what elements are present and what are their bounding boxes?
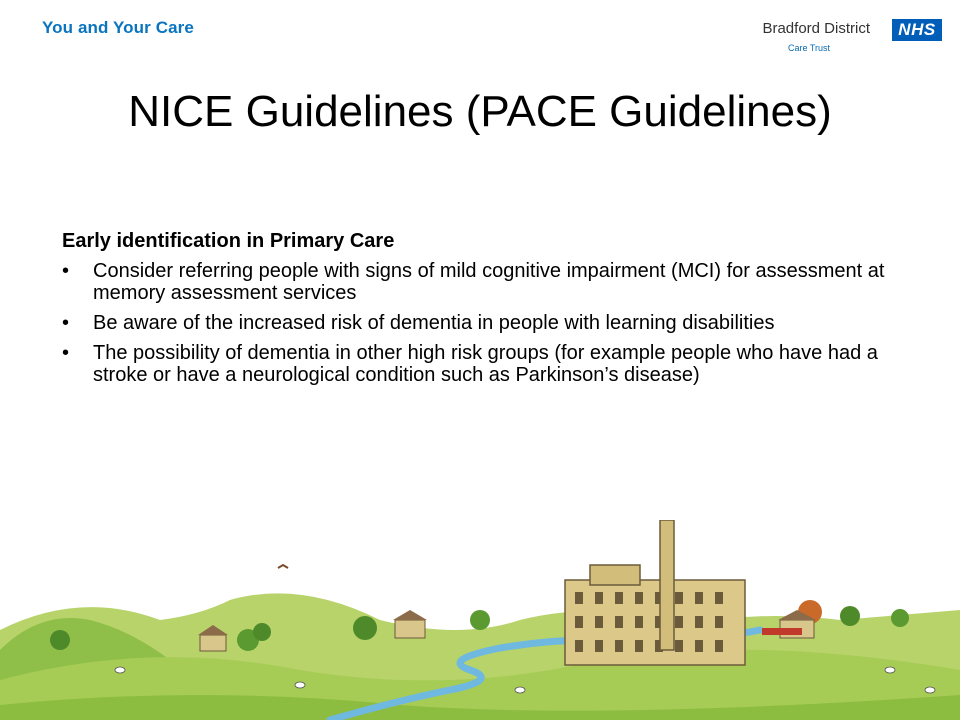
list-item: [62, 260, 912, 304]
bullet-text: The possibility of dementia in other high risk groups (for example people who have had a stroke or have a neurological condition such as Parkinson’s disease): [93, 342, 878, 386]
bullet-list: [62, 260, 912, 386]
organisation-name: Bradford District: [762, 20, 870, 37]
organisation-subtitle: Care Trust: [787, 43, 830, 53]
landscape-illustration: [0, 520, 960, 720]
brand-title: You and Your Care: [42, 18, 194, 37]
mill-chimney: [660, 520, 674, 650]
subheading: Early identification in Primary Care: [62, 230, 395, 252]
bullet-text: Consider referring people with signs of mild cognitive impairment (MCI) for assessment at memory assessment services: [93, 260, 885, 304]
bullet-icon: •: [62, 342, 70, 364]
canal-boat: [762, 628, 802, 635]
organisation-logo: [742, 16, 942, 60]
bird-icon: [278, 565, 288, 568]
bullet-icon: •: [62, 312, 70, 334]
slide-content: [62, 230, 912, 394]
slide-title: NICE Guidelines (PACE Guidelines): [128, 87, 832, 136]
list-item: [62, 312, 912, 334]
bullet-icon: •: [62, 260, 70, 282]
list-item: [62, 342, 912, 386]
bullet-text: Be aware of the increased risk of dementia in people with learning disabilities: [93, 312, 775, 334]
mill-building: [565, 565, 745, 665]
nhs-logo-icon: NHS: [892, 19, 942, 41]
